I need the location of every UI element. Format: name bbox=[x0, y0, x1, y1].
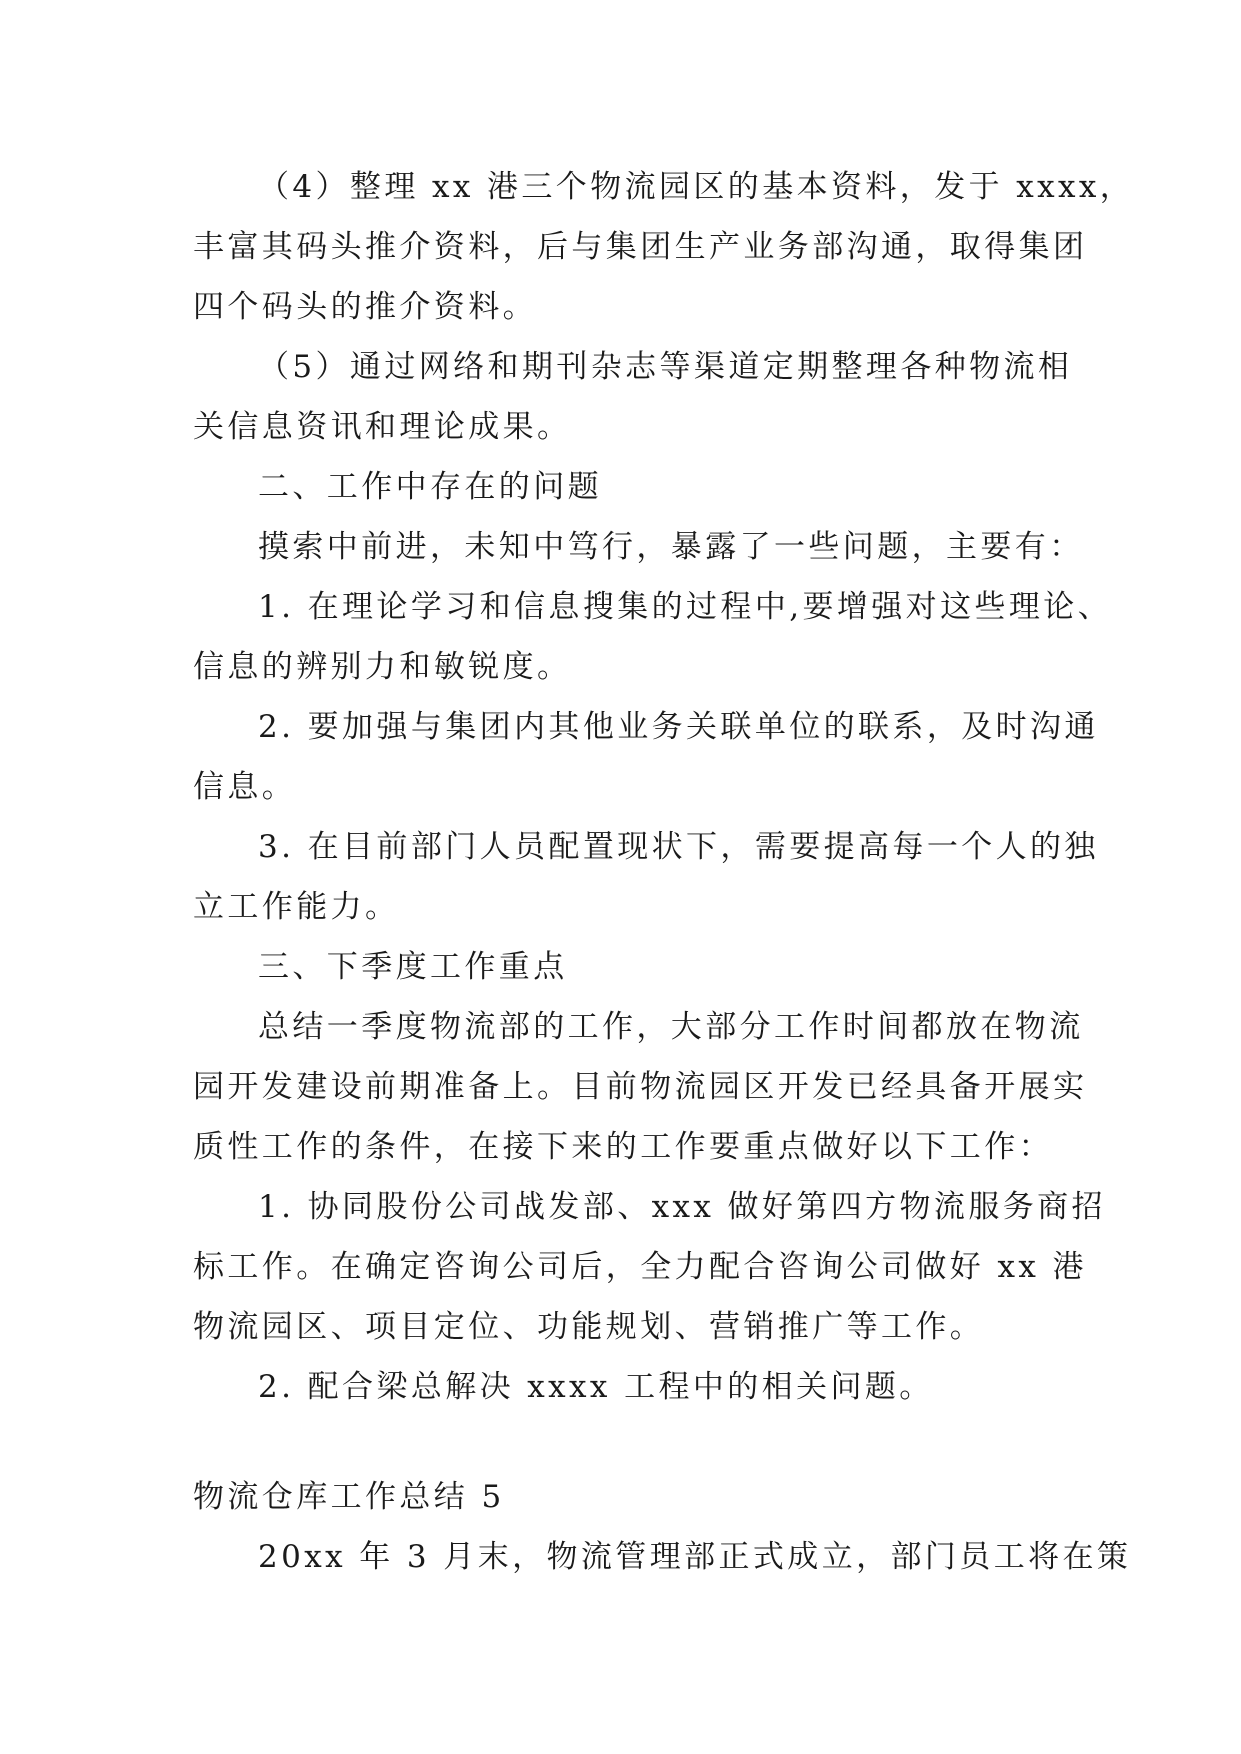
article-opening-line: 20xx 年 3 月末，物流管理部正式成立，部门员工将在策 bbox=[258, 1539, 1132, 1575]
section-heading-2: 二、工作中存在的问题 bbox=[258, 469, 602, 505]
problems-intro: 摸索中前进，未知中笃行，暴露了一些问题，主要有： bbox=[258, 529, 1084, 565]
task-1-line-3: 物流园区、项目定位、功能规划、营销推广等工作。 bbox=[193, 1309, 985, 1345]
problem-2-line-2: 信息。 bbox=[193, 769, 297, 805]
problem-1-line-2: 信息的辨别力和敏锐度。 bbox=[193, 649, 572, 685]
task-1-line-1: 1. 协同股份公司战发部、xxx 做好第四方物流服务商招 bbox=[258, 1189, 1106, 1225]
summary-line-2: 园开发建设前期准备上。目前物流园区开发已经具备开展实 bbox=[193, 1069, 1088, 1105]
paragraph-5-line-1: （5）通过网络和期刊杂志等渠道定期整理各种物流相 bbox=[258, 349, 1073, 385]
article-title: 物流仓库工作总结 5 bbox=[193, 1479, 505, 1515]
task-1-line-2: 标工作。在确定咨询公司后，全力配合咨询公司做好 xx 港 bbox=[193, 1249, 1087, 1285]
problem-1-line-1: 1. 在理论学习和信息搜集的过程中,要增强对这些理论、 bbox=[258, 589, 1113, 625]
summary-line-3: 质性工作的条件，在接下来的工作要重点做好以下工作： bbox=[193, 1129, 1053, 1165]
problem-3-line-1: 3. 在目前部门人员配置现状下，需要提高每一个人的独 bbox=[258, 829, 1099, 865]
problem-3-line-2: 立工作能力。 bbox=[193, 889, 400, 925]
paragraph-4-line-2: 丰富其码头推介资料，后与集团生产业务部沟通，取得集团 bbox=[193, 229, 1088, 265]
task-2-line-1: 2. 配合梁总解决 xxxx 工程中的相关问题。 bbox=[258, 1369, 934, 1405]
section-heading-3: 三、下季度工作重点 bbox=[258, 949, 568, 985]
paragraph-5-line-2: 关信息资讯和理论成果。 bbox=[193, 409, 572, 445]
problem-2-line-1: 2. 要加强与集团内其他业务关联单位的联系，及时沟通 bbox=[258, 709, 1099, 745]
summary-line-1: 总结一季度物流部的工作，大部分工作时间都放在物流 bbox=[258, 1009, 1084, 1045]
paragraph-4-line-1: （4）整理 xx 港三个物流园区的基本资料，发于 xxxx， bbox=[258, 169, 1135, 205]
paragraph-4-line-3: 四个码头的推介资料。 bbox=[193, 289, 537, 325]
